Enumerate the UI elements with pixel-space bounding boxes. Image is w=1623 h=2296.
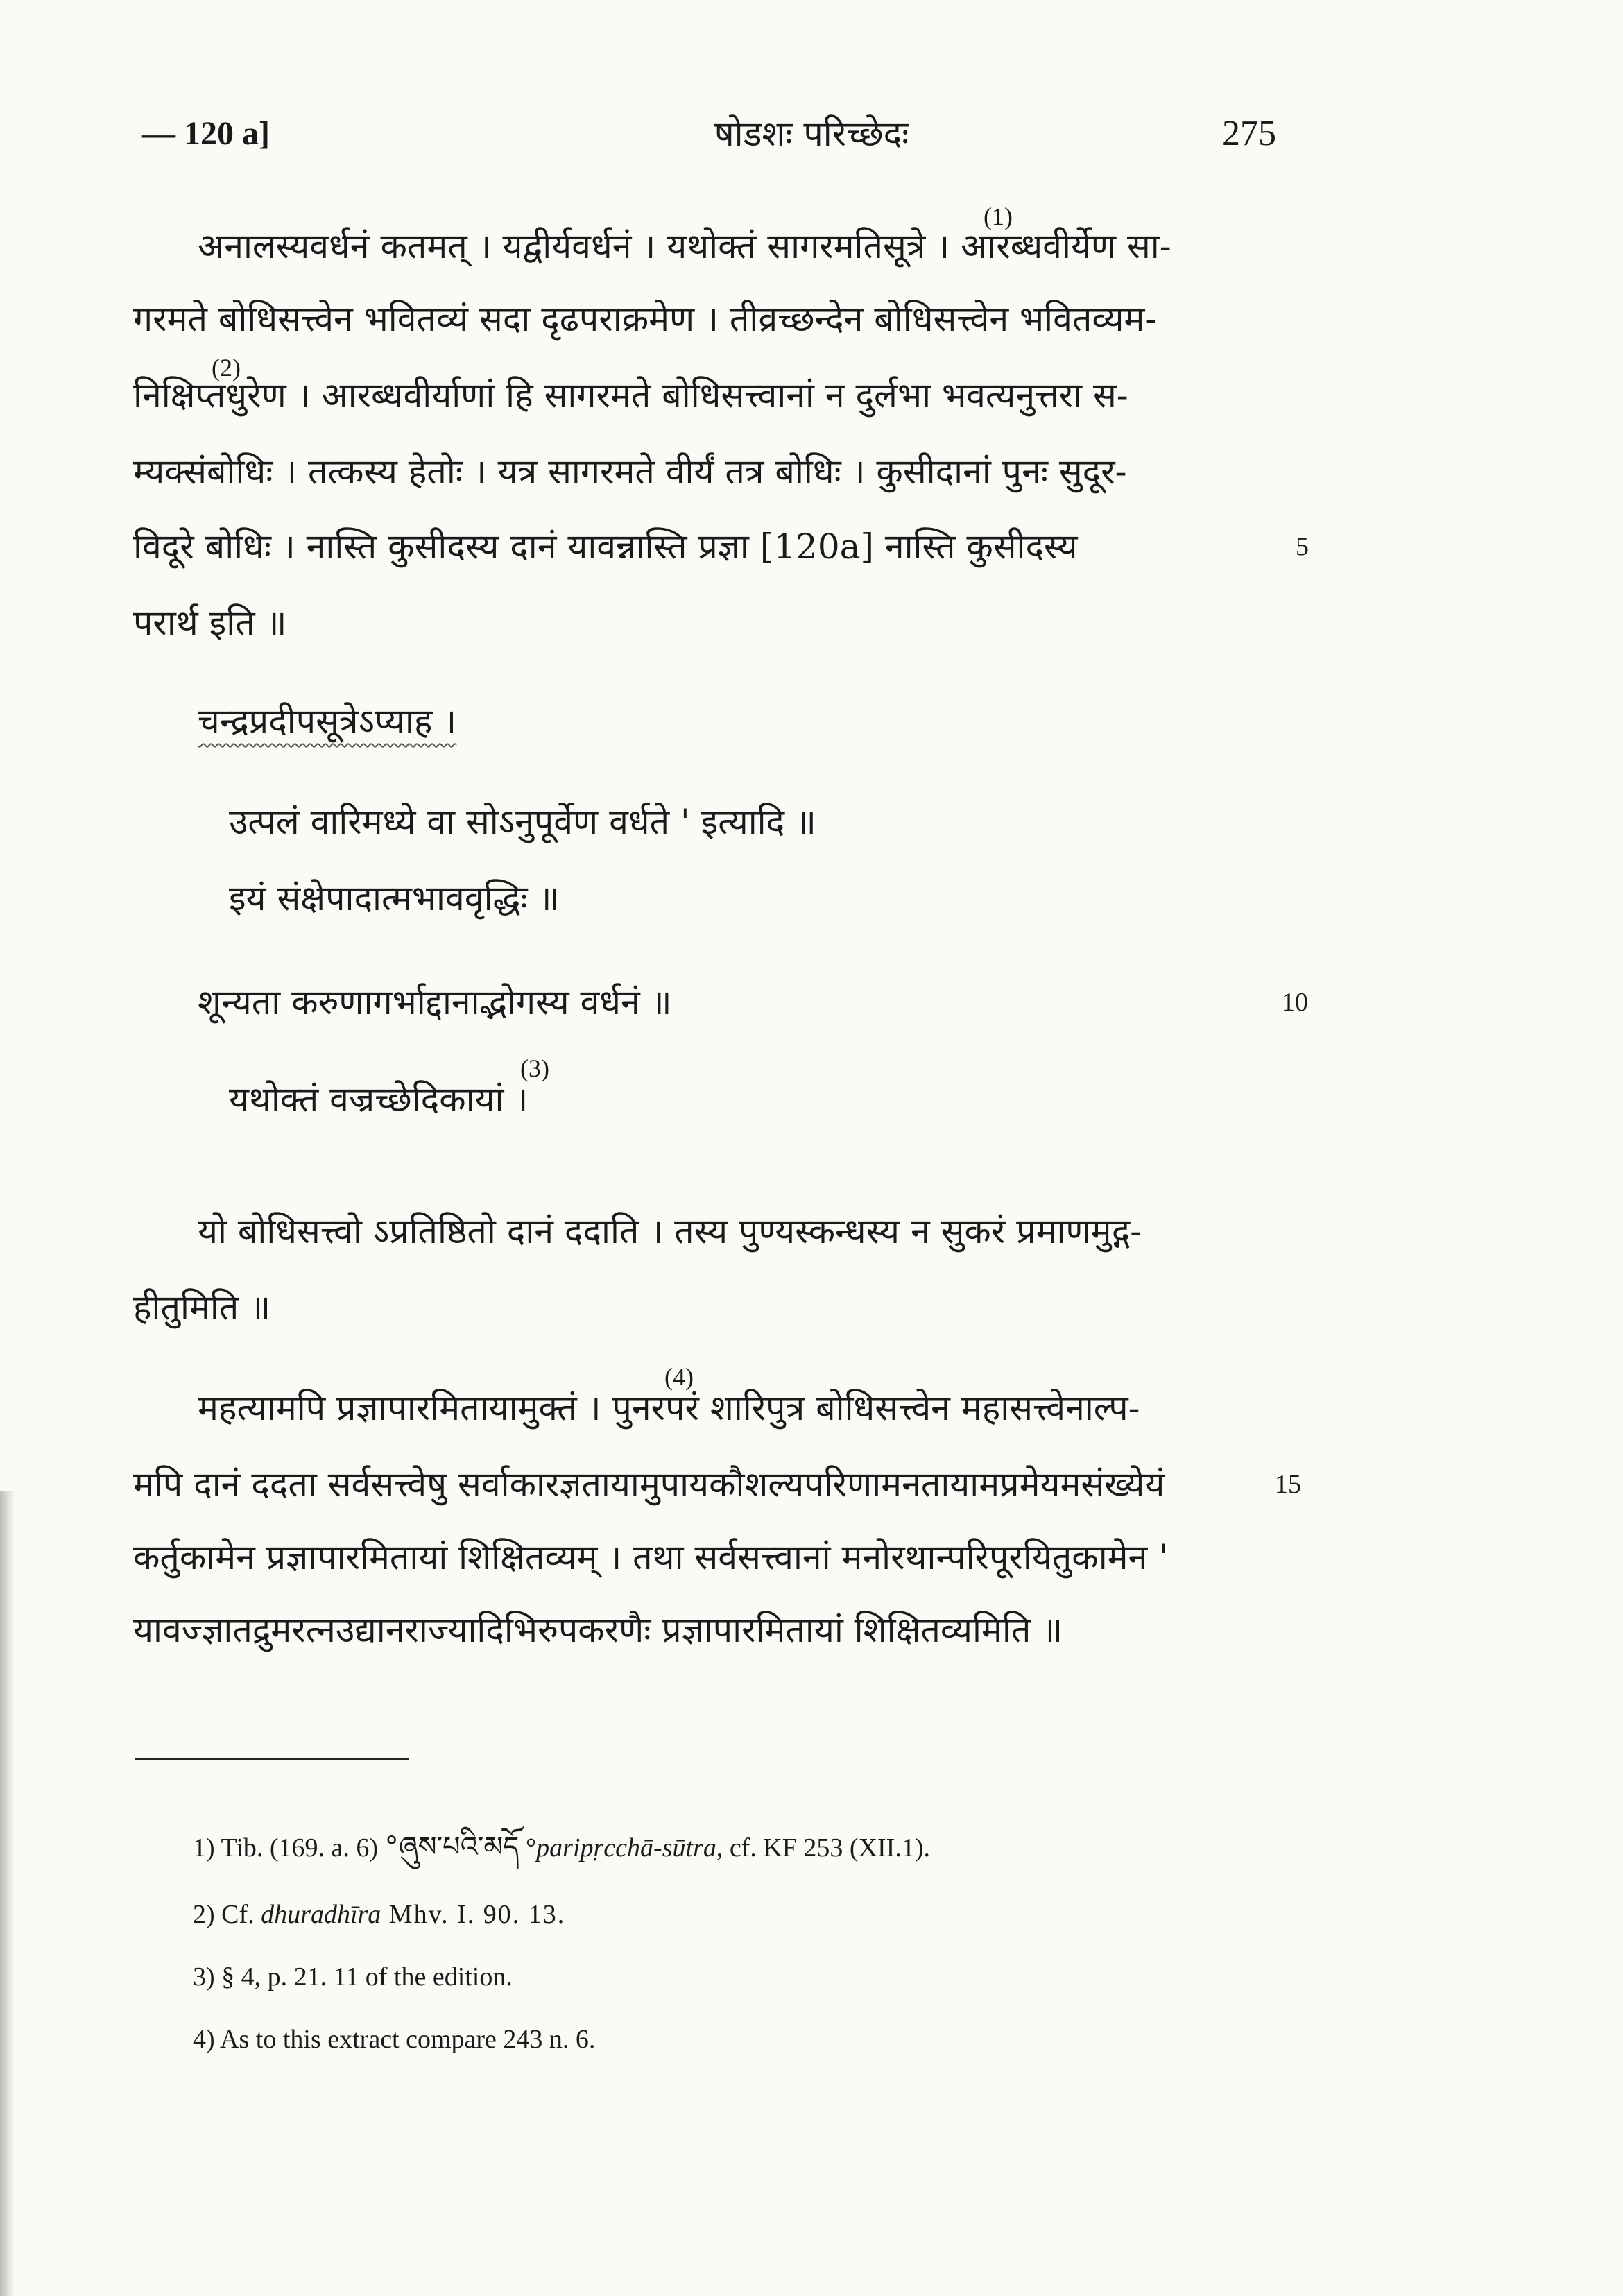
- text-line-1-content: अनालस्यवर्धनं कतमत् । यद्वीर्यवर्धनं । यथोक्तं सागरमतिसूत्रे । आरब्धवीर्येण सा-: [198, 226, 1171, 266]
- citation-heading-candrapradipa: चन्द्रप्रदीपसूत्रेऽप्याह ।: [198, 701, 457, 742]
- footnote-rule: [135, 1758, 409, 1760]
- citation-heading-vajracchedika: यथोक्तं वज्रच्छेदिकायां ।: [229, 1079, 529, 1120]
- text-line-13: हीतुमिति ॥: [133, 1287, 271, 1328]
- line-number-5: 5: [1296, 532, 1309, 561]
- footnote-1-prefix: 1) Tib. (169. a. 6): [193, 1833, 385, 1862]
- page-number: 275: [1222, 114, 1276, 153]
- footnote-2-suffix: Mhv. I. 90. 13.: [381, 1900, 566, 1929]
- note-marker-3: (3): [520, 1054, 549, 1082]
- footnote-2: [193, 1895, 565, 1934]
- footnote-1: [193, 1828, 930, 1867]
- text-line-3: निक्षिप्तधुरेण । आरब्धवीर्याणां हि सागरमते बोधिसत्त्वानां न दुर्लभा भवत्यनुत्तरा स-: [133, 375, 1128, 415]
- text-line-5: विदूरे बोधिः । नास्ति कुसीदस्य दानं यावन्नास्ति प्रज्ञा [120a] नास्ति कुसीदस्य: [133, 526, 1078, 567]
- verse-line-1: उत्पलं वारिमध्ये वा सोऽनुपूर्वेण वर्धते ' इत्यादि ॥: [229, 802, 816, 842]
- note-marker-4: (4): [664, 1363, 694, 1391]
- running-head-title: षोडशः परिच्छेदः: [714, 114, 909, 154]
- line-number-10: 10: [1282, 988, 1308, 1017]
- footnote-2-prefix: 2) Cf.: [193, 1900, 261, 1929]
- text-line-12: यो बोधिसत्त्वो ऽप्रतिष्ठितो दानं ददाति । तस्य पुण्यस्कन्धस्य न सुकरं प्रमाणमुद्ग-: [198, 1211, 1142, 1251]
- verse-line-2: इयं संक्षेपादात्मभाववृद्धिः ॥: [229, 878, 560, 918]
- text-line-15: मपि दानं ददता सर्वसत्त्वेषु सर्वाकारज्ञतायामुपायकौशल्यपरिणामनतायामप्रमेयमसंख्येयं: [133, 1464, 1165, 1505]
- footnote-1-tibetan: °ཞུས་པའི་མདོ: [384, 1831, 519, 1863]
- footnote-1-suffix: , cf. KF 253 (XII.1).: [716, 1833, 930, 1862]
- running-head-folio: — 120 a]: [142, 115, 270, 152]
- text-line-16: कर्तुकामेन प्रज्ञापारमितायां शिक्षितव्यम् । तथा सर्वसत्त्वानां मनोरथान्परिपूरयितुकामेन ': [133, 1537, 1168, 1577]
- text-line-4: म्यक्संबोधिः । तत्कस्य हेतोः । यत्र सागरमते वीर्यं तत्र बोधिः । कुसीदानां पुनः सुदूर-: [133, 452, 1127, 492]
- footnote-4: 4) As to this extract compare 243 n. 6.: [193, 2025, 596, 2054]
- text-line-17: यावज्ज्ञातद्रुमरत्नउद्यानराज्यादिभिरुपकरणैः प्रज्ञापारमितायां शिक्षितव्यमिति ॥: [133, 1610, 1063, 1650]
- karika-line: शून्यता करुणागर्भाद्दानाद्भोगस्य वर्धनं ॥: [198, 982, 672, 1022]
- footnote-3: 3) § 4, p. 21. 11 of the edition.: [193, 1962, 513, 1991]
- text-line-1: [198, 219, 1171, 274]
- text-line-2: गरमते बोधिसत्त्वेन भवितव्यं सदा दृढपराक्रमेण । तीव्रच्छन्देन बोधिसत्त्वेन भवितव्यम-: [133, 299, 1157, 339]
- line-number-15: 15: [1275, 1470, 1301, 1499]
- scan-edge-shadow: [0, 1491, 15, 2296]
- text-line-14: महत्यामपि प्रज्ञापारमितायामुक्तं । पुनरपरं शारिपुत्र बोधिसत्त्वेन महासत्त्वेनाल्प-: [198, 1388, 1140, 1428]
- footnote-1-degree: °: [519, 1833, 537, 1862]
- footnote-1-title: paripṛcchā-sūtra: [536, 1833, 716, 1862]
- footnote-2-term: dhuradhīra: [261, 1900, 381, 1929]
- note-marker-2: (2): [212, 354, 241, 382]
- note-marker-1: (1): [984, 203, 1013, 230]
- text-line-6: परार्थ इति ॥: [133, 603, 287, 643]
